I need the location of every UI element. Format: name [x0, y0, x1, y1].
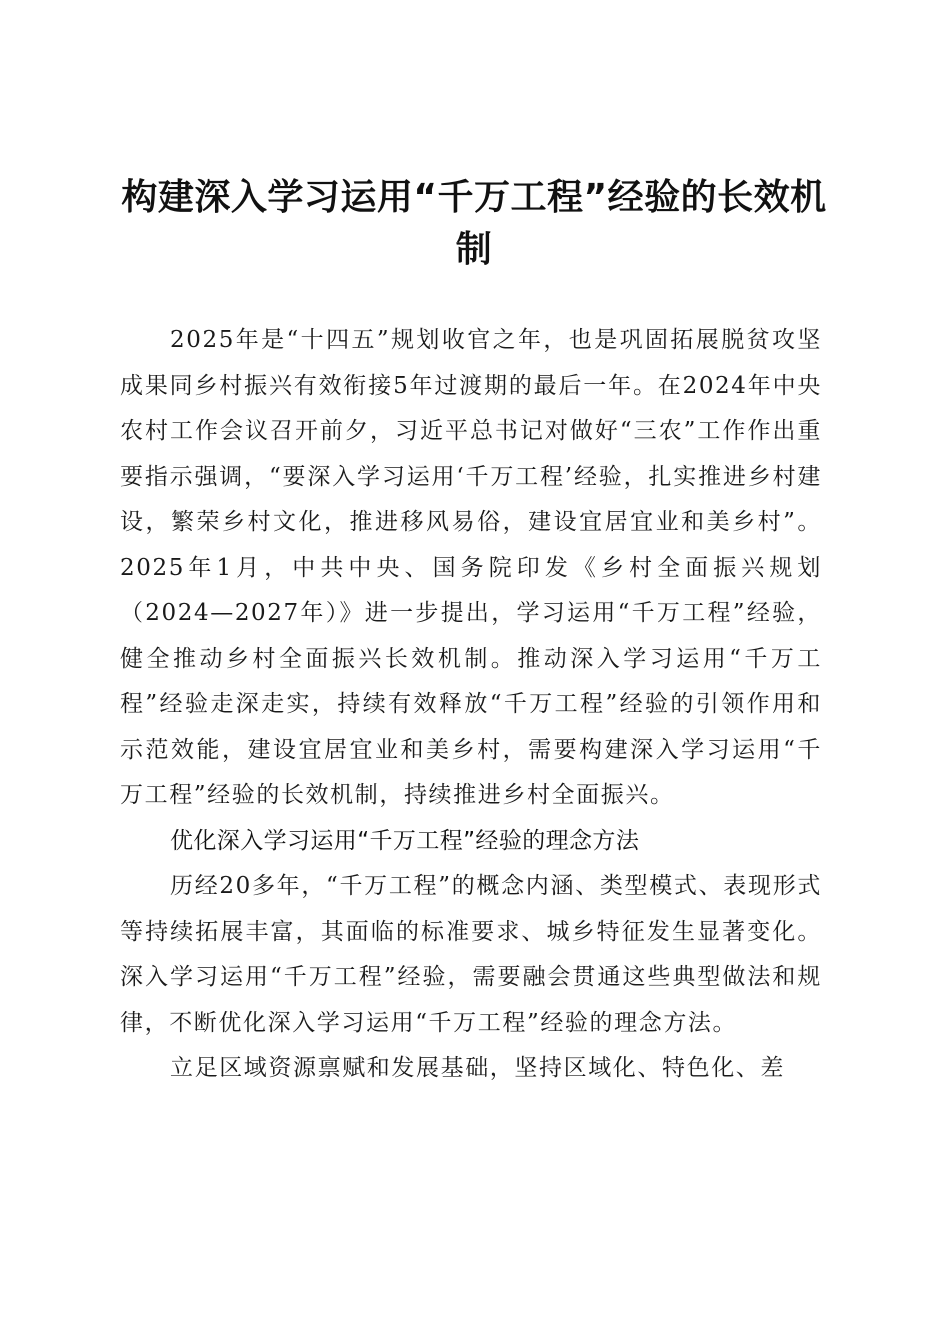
document-body	[120, 318, 822, 1092]
body-paragraph-intro: 2025年是“十四五”规划收官之年，也是巩固拓展脱贫攻坚成果同乡村振兴有效衔接5年过渡期的最后一年。在2024年中央农村工作会议召开前夕，习近平总书记对做好“三农”工作作出重要指示强调，“要深入学习运用‘千万工程’经验，扎实推进乡村建设，繁荣乡村文化，推进移风易俗，建设宜居宜业和美乡村”。2025年1月，中共中央、国务院印发《乡村全面振兴规划（2024—2027年）》进一步提出，学习运用“千万工程”经验，健全推动乡村全面振兴长效机制。推动深入学习运用“千万工程”经验走深走实，持续有效释放“千万工程”经验的引领作用和示范效能，建设宜居宜业和美乡村，需要构建深入学习运用“千万工程”经验的长效机制，持续推进乡村全面振兴。	[120, 327, 822, 808]
document-title: 构建深入学习运用“千万工程”经验的长效机制	[121, 177, 827, 270]
body-paragraph-section: 历经20多年，“千万工程”的概念内涵、类型模式、表现形式等持续拓展丰富，其面临的标准要求、城乡特征发生显著变化。深入学习运用“千万工程”经验，需要融会贯通这些典型做法和规律，不断优化深入学习运用“千万工程”经验的理念方法。	[120, 873, 822, 1036]
body-paragraph-continued: 立足区域资源禀赋和发展基础，坚持区域化、特色化、差	[170, 1055, 785, 1081]
section-heading: 优化深入学习运用“千万工程”经验的理念方法	[170, 827, 640, 854]
